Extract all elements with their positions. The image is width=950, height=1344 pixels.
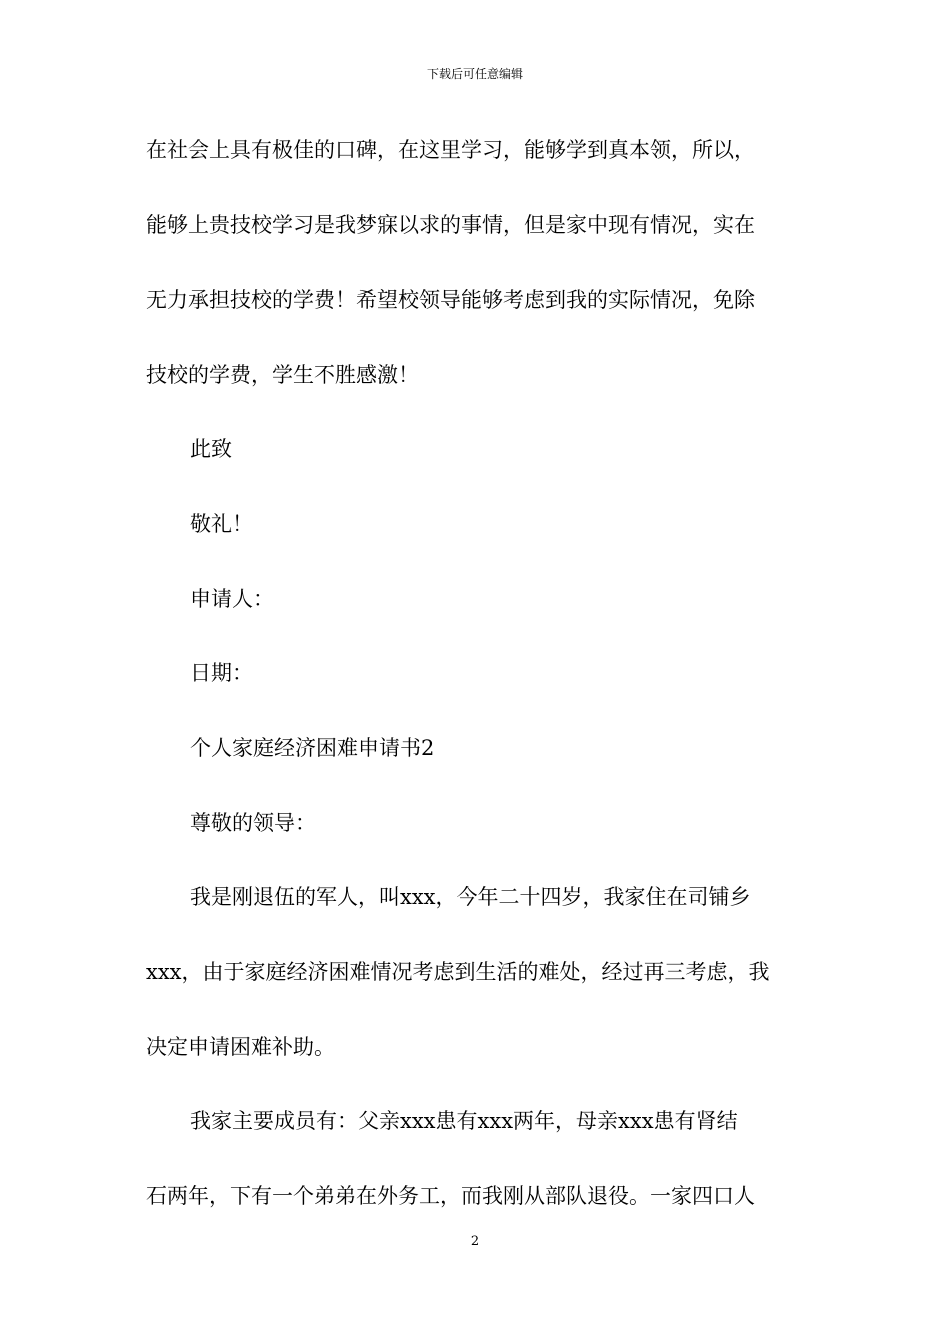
- body-line-13: 决定申请困难补助。: [146, 1035, 335, 1059]
- body-line-15: 石两年，下有一个弟弟在外务工，而我刚从部队退役。一家四口人: [146, 1184, 755, 1208]
- body-line-1: 在社会上具有极佳的口碑，在这里学习，能够学到真本领，所以，: [146, 138, 755, 162]
- body-line-11: 我是刚退伍的军人，叫xxx，今年二十四岁，我家住在司铺乡: [190, 885, 751, 909]
- section-title: 个人家庭经济困难申请书2: [190, 736, 435, 760]
- body-line-3: 无力承担技校的学费！希望校领导能够考虑到我的实际情况，免除: [146, 288, 755, 312]
- greeting: 尊敬的领导：: [190, 811, 316, 835]
- closing-regards: 敬礼！: [190, 512, 253, 536]
- date-label: 日期：: [190, 661, 253, 685]
- page-header: 下载后可任意编辑: [426, 67, 523, 81]
- body-line-2: 能够上贵技校学习是我梦寐以求的事情，但是家中现有情况，实在: [146, 213, 755, 237]
- body-line-14: 我家主要成员有：父亲xxx患有xxx两年，母亲xxx患有肾结: [190, 1109, 738, 1133]
- page-number: 2: [470, 1234, 480, 1249]
- applicant-label: 申请人：: [190, 587, 274, 611]
- body-line-12: xxx，由于家庭经济困难情况考虑到生活的难处，经过再三考虑，我: [146, 960, 770, 984]
- body-line-4: 技校的学费，学生不胜感激！: [146, 363, 419, 387]
- closing-salutation: 此致: [190, 437, 232, 461]
